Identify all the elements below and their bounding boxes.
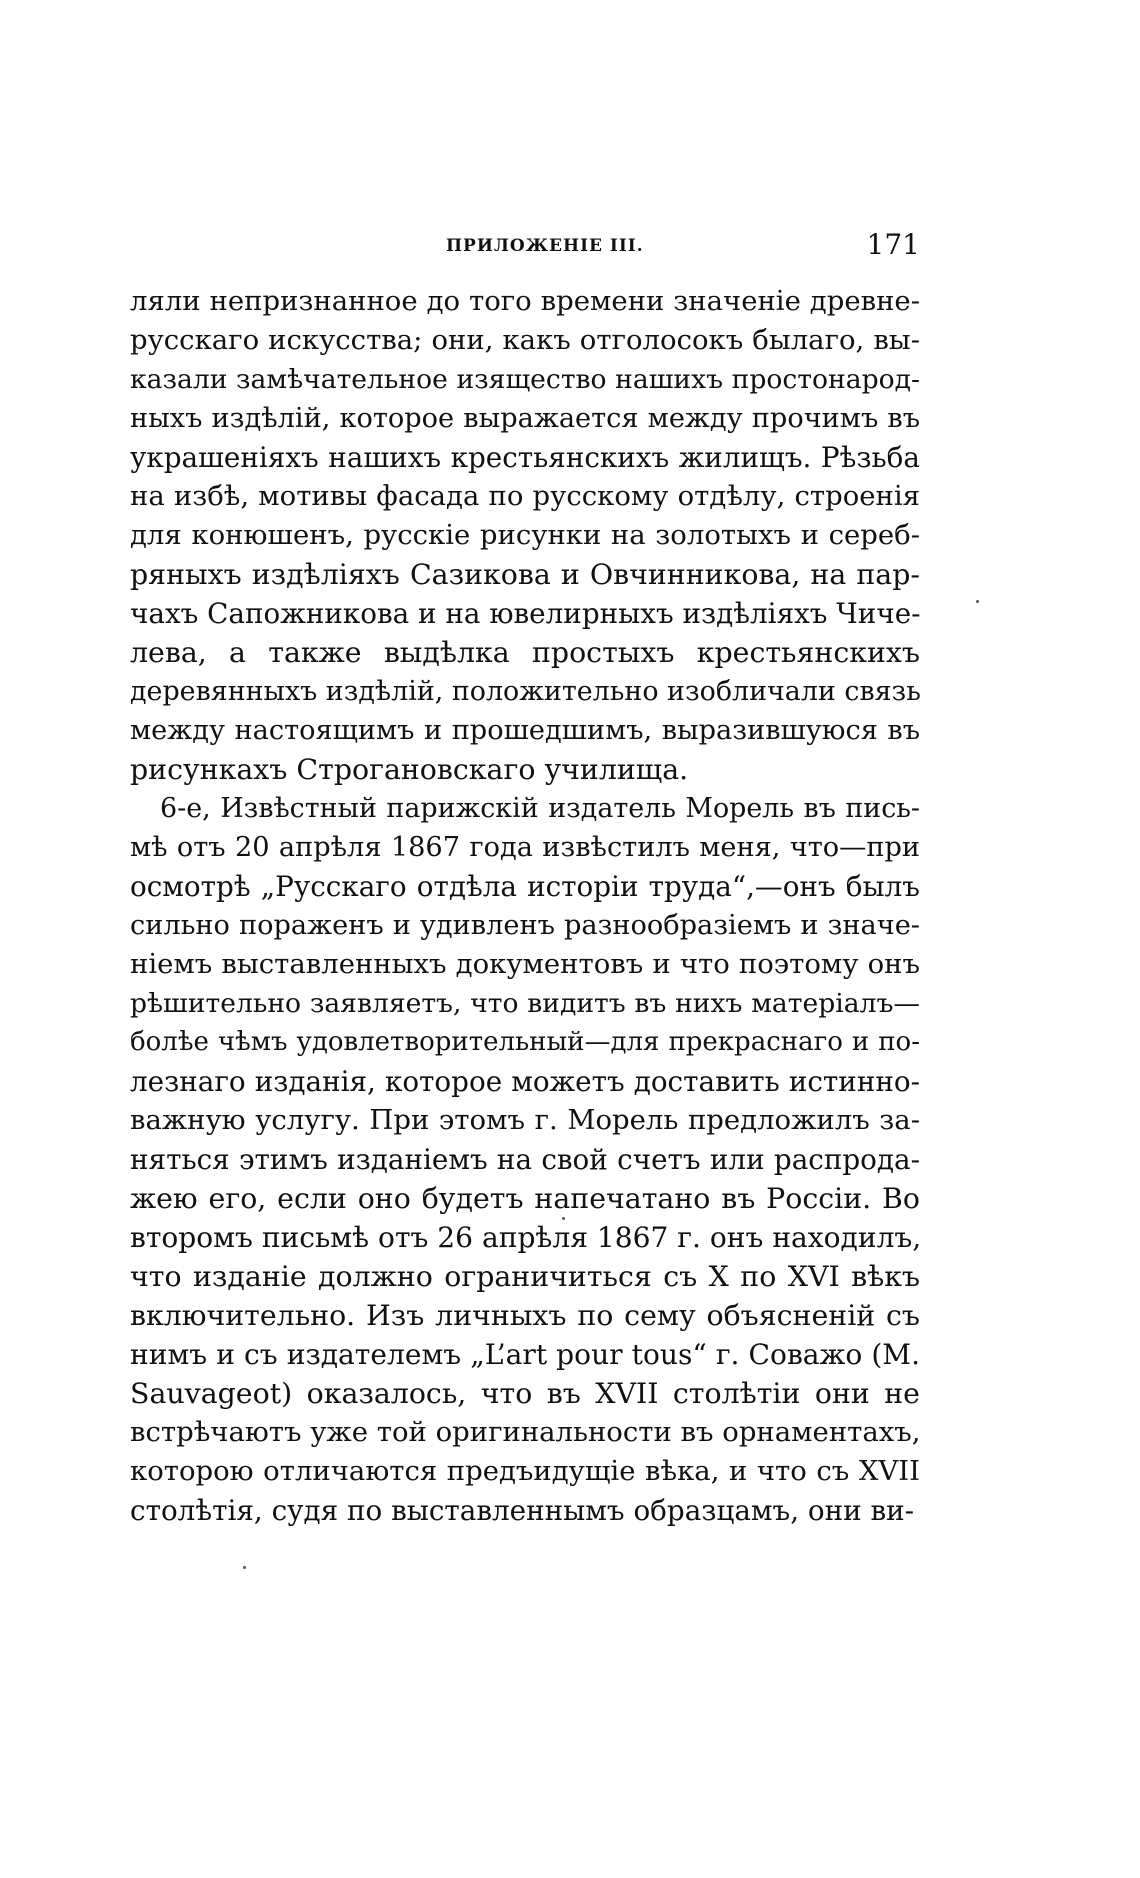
text-line: для конюшенъ, русскіе рисунки на золотыхъ и сереб- xyxy=(130,519,920,551)
text-line: жею его, если оно будетъ напечатано въ Россіи. Во xyxy=(130,1182,920,1215)
text-line: болѣе чѣмъ удовлетворительный—для прекраснаго и по- xyxy=(130,1027,920,1057)
text-line: лева, а также выдѣлка простыхъ крестьянскихъ xyxy=(130,636,920,669)
text-line: казали замѣчательное изящество нашихъ простонарод- xyxy=(130,364,920,395)
text-line: сильно пораженъ и удивленъ разнообразіемъ и значе- xyxy=(130,910,920,941)
scan-speck xyxy=(976,600,979,603)
text-line: рѣшительно заявляетъ, что видитъ въ нихъ матеріалъ— xyxy=(130,988,920,1019)
text-line: столѣтія, судя по выставленнымъ образцамъ, они ви- xyxy=(130,1494,915,1527)
body-text xyxy=(130,282,920,1530)
text-line: включительно. Изъ личныхъ по сему объясненій съ xyxy=(130,1299,920,1332)
text-line: Sauvageot) оказалось, что въ XVII столѣтіи они не xyxy=(130,1377,920,1410)
text-line: на избѣ, мотивы фасада по русскому отдѣлу, строенія xyxy=(130,480,920,512)
page-number: 171 xyxy=(866,228,920,261)
text-line: ряныхъ издѣліяхъ Сазикова и Овчинникова, на пар- xyxy=(130,558,920,591)
text-line: что изданіе должно ограничиться съ X по XVI вѣкъ xyxy=(130,1260,920,1293)
text-line: няться этимъ изданіемъ на свой счетъ или распрода- xyxy=(130,1143,920,1176)
text-line: которою отличаются предъидущіе вѣка, и что съ XVII xyxy=(130,1455,920,1487)
text-line: второмъ письмѣ отъ 26 апрѣля 1867 г. онъ находилъ, xyxy=(130,1221,922,1254)
text-line: нимъ и съ издателемъ „L’art pour tous“ г. Соважо (M. xyxy=(130,1338,920,1371)
text-line: важную услугу. При этомъ г. Морель предложилъ за- xyxy=(130,1104,920,1136)
text-line: русскаго искусства; они, какъ отголосокъ былаго, вы- xyxy=(130,324,920,356)
text-line: ныхъ издѣлій, которое выражается между прочимъ въ xyxy=(130,403,920,434)
text-line: рисункахъ Строгановскаго училища. xyxy=(130,753,689,786)
text-line: встрѣчаютъ уже той оригинальности въ орнаментахъ, xyxy=(130,1416,921,1448)
text-line: украшеніяхъ нашихъ крестьянскихъ жилищъ. Рѣзьба xyxy=(130,441,920,474)
text-line: лезнаго изданія, которое можетъ доставить истинно- xyxy=(130,1065,920,1098)
text-line: чахъ Сапожникова и на ювелирныхъ издѣліяхъ Чиче- xyxy=(130,597,921,630)
text-line: осмотрѣ „Русскаго отдѣла исторіи труда“,—онъ былъ xyxy=(130,870,920,903)
text-line: ляли непризнанное до того времени значеніе древне- xyxy=(130,285,920,317)
paragraph xyxy=(130,789,920,1530)
scan-speck xyxy=(243,1566,246,1569)
text-line: между настоящимъ и прошедшимъ, выразившуюся въ xyxy=(130,715,920,746)
running-title: ПРИЛОЖЕНІЕ III. xyxy=(446,236,644,256)
paragraph xyxy=(130,282,920,789)
page-header xyxy=(130,228,920,268)
text-line: деревянныхъ издѣлій, положительно изобличали связь xyxy=(130,676,921,707)
text-line: ніемъ выставленныхъ документовъ и что поэтому онъ xyxy=(130,948,920,980)
text-line: мѣ отъ 20 апрѣля 1867 года извѣстилъ меня, что—при xyxy=(130,832,920,863)
text-line: 6-е, Извѣстный парижскій издатель Морель въ пись- xyxy=(160,793,920,824)
scan-speck xyxy=(562,1217,565,1220)
